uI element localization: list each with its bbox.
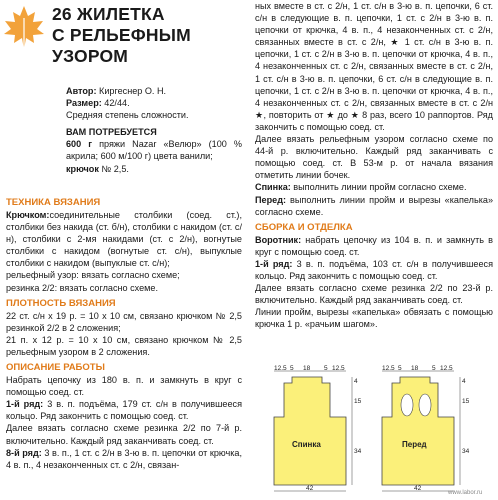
needed-heading: ВАМ ПОТРЕБУЕТСЯ (66, 127, 157, 138)
dim-label: 34 (354, 448, 362, 455)
back-text: выполнить линии пройм согласно схеме. (290, 182, 467, 193)
front-diagram (382, 365, 470, 492)
title-line: С РЕЛЬЕФНЫМ (52, 25, 191, 45)
difficulty: Средняя степень сложности. (66, 110, 189, 121)
density-text: 21 п. х 12 р. = 10 х 10 см, связано крючком № 2,5 рельефным узором в 2 сложения. (6, 334, 242, 357)
back-diagram (274, 365, 362, 492)
right-column (255, 0, 493, 330)
dim-label: 42 (306, 485, 314, 492)
row-label: 1-й ряд: (255, 258, 293, 269)
dim-label: 15 (462, 398, 470, 405)
density-heading: ПЛОТНОСТЬ ВЯЗАНИЯ (6, 297, 116, 309)
dim-label: 5 (398, 365, 402, 372)
density-text: 22 ст. с/н х 19 р. = 10 х 10 см, связано крючком № 2,5 резинкой 2/2 в 2 сложения; (6, 310, 242, 333)
technique-text: соединительные столбики (соед. ст.), столбики без накида (ст. б/н), столбики с накидом (ст. с/н), столбики с 2-мя накидами (ст. с 2/н), вогнутые столбики с накидом (вогнутые ст. с/н), выпуклые столбики с накидом (выпуклые ст. с/н); (6, 210, 242, 269)
dim-label: 4 (462, 378, 466, 385)
collar-text: Линии пройм, вырезы «капелька» обвязать с помощью крючка 1 р. «рачьим шагом». (255, 307, 493, 330)
dim-label: 12.5 (332, 365, 345, 372)
pattern-diagrams (270, 365, 495, 495)
technique-text: рельефный узор: вязать согласно схеме; (6, 270, 180, 281)
dim-label: 12.5 (382, 365, 395, 372)
front-panel-label: Перед (402, 440, 427, 449)
size: 42/44. (101, 98, 130, 109)
row-label: 1-й ряд: (6, 399, 44, 410)
collar-text: Далее вязать согласно схеме резинка 2/2 по 23-й р. включительно. Каждый ряд заканчивать соед. ст. (255, 283, 493, 306)
dim-label: 12.5 (274, 365, 287, 372)
footer-url: www.labor.ru (448, 490, 483, 496)
work-text: 3 в. п. подъёма, 179 ст. с/н в получившееся кольцо. Ряд закончить с помощью соед. ст. (6, 399, 242, 422)
front-label: Перед: (255, 194, 287, 205)
hook-label: крючок (66, 163, 99, 174)
technique-heading: ТЕХНИКА ВЯЗАНИЯ (6, 197, 101, 208)
yarn-text: пряжи Nazar «Велюр» (100 % акрила; 600 м/100 г) цвета ванили; (66, 139, 242, 162)
work-text: Набрать цепочку из 180 в. п. и замкнуть в круг с помощью соед. ст. (6, 375, 242, 398)
dim-label: 18 (303, 365, 311, 372)
dim-label: 18 (411, 365, 419, 372)
work-text: Далее вязать согласно схеме резинка 2/2 по 7-й р. включительно. Каждый ряд заканчивать соед. ст. (6, 423, 242, 446)
title-line: УЗОРОМ (52, 46, 129, 66)
dim-label: 15 (354, 398, 362, 405)
crochet-label: Крючком: (6, 210, 50, 220)
meta-block (66, 85, 242, 175)
page-title (52, 4, 240, 67)
title-line: 26 ЖИЛЕТКА (52, 4, 165, 24)
author: Киргеснер О. Н. (96, 86, 167, 96)
pattern-text: Далее вязать рельефным узором согласно схеме по 44-й р. включительно. Каждый ряд заканчивать с помощью соед. ст. В 53-м р. от начала вязания отметить линии бочек. (255, 134, 493, 181)
left-column (6, 193, 242, 471)
back-label: Спинка: (255, 182, 291, 193)
dim-label: 5 (290, 365, 294, 372)
dim-label: 34 (462, 448, 470, 455)
front-text: выполнить линии пройм и вырезы «капелька» согласно схеме. (255, 194, 493, 217)
yarn-weight: 600 г (66, 139, 93, 150)
collar-text: 3 в. п. подъёма, 103 ст. с/н в получившееся кольцо. Ряд закончить с помощью соед. ст. (255, 258, 493, 281)
work-heading: ОПИСАНИЕ РАБОТЫ (6, 362, 105, 374)
dim-label: 12.5 (440, 365, 453, 372)
maple-leaf-icon (2, 4, 46, 52)
dim-label: 4 (354, 378, 358, 385)
pattern-text: ных вместе в ст. с 2/н, 1 ст. с/н в 3-ю в. п. цепочки, 6 ст. с/н в следующие в. п. цепочки, 1 ст. с 2/н в 3-ю в. п. цепочки от крючка, 4 в. п., 4 незаконченных ст. с 2/н, связанных вместе в ст. с 2/н, ★ 1 ст. с/н в 3-ю в. п. цепочки, 1 ст. с 2/н в 3-ю в. п. цепочки от крючка, 4 в. п., 4 незаконченных ст. с 2/н, связанных вместе в ст. с 2/н, 1 ст. с/н в 3-ю в. п. цепочки, 6 ст. с/н в следующие в. п. цепочки, 1 ст. с 2/н в 3-ю в. п. цепочки от крючка, 4 в. п., 4 незаконченных ст. с 2/н, связанных вместе в ст. с 2/н ★, повторить от ★ до ★ 8 раз, всего 10 раппортов. Ряд закончить с помощью соед. ст. (255, 1, 493, 132)
back-panel-label: Спинка (292, 440, 321, 449)
row-label: 8-й ряд: (6, 447, 42, 458)
work-text: 3 в. п., 1 ст. с 2/н в 3-ю в. п. цепочки от крючка, 4 в. п., 4 незаконченных ст. с 2/н, связан- (6, 447, 243, 470)
assembly-heading: СБОРКА И ОТДЕЛКА (255, 221, 353, 233)
hook-text: № 2,5. (98, 163, 129, 174)
collar-label: Воротник: (255, 234, 302, 245)
author-label: Автор: (66, 86, 97, 96)
technique-text: резинка 2/2: вязать согласно схеме. (6, 282, 158, 293)
dim-label: 5 (432, 365, 436, 372)
dim-label: 5 (324, 365, 328, 372)
dim-label: 42 (414, 485, 422, 492)
collar-text: набрать цепочку из 104 в. п. и замкнуть в круг с помощью соед. ст. (255, 234, 493, 257)
size-label: Размер: (66, 98, 102, 109)
